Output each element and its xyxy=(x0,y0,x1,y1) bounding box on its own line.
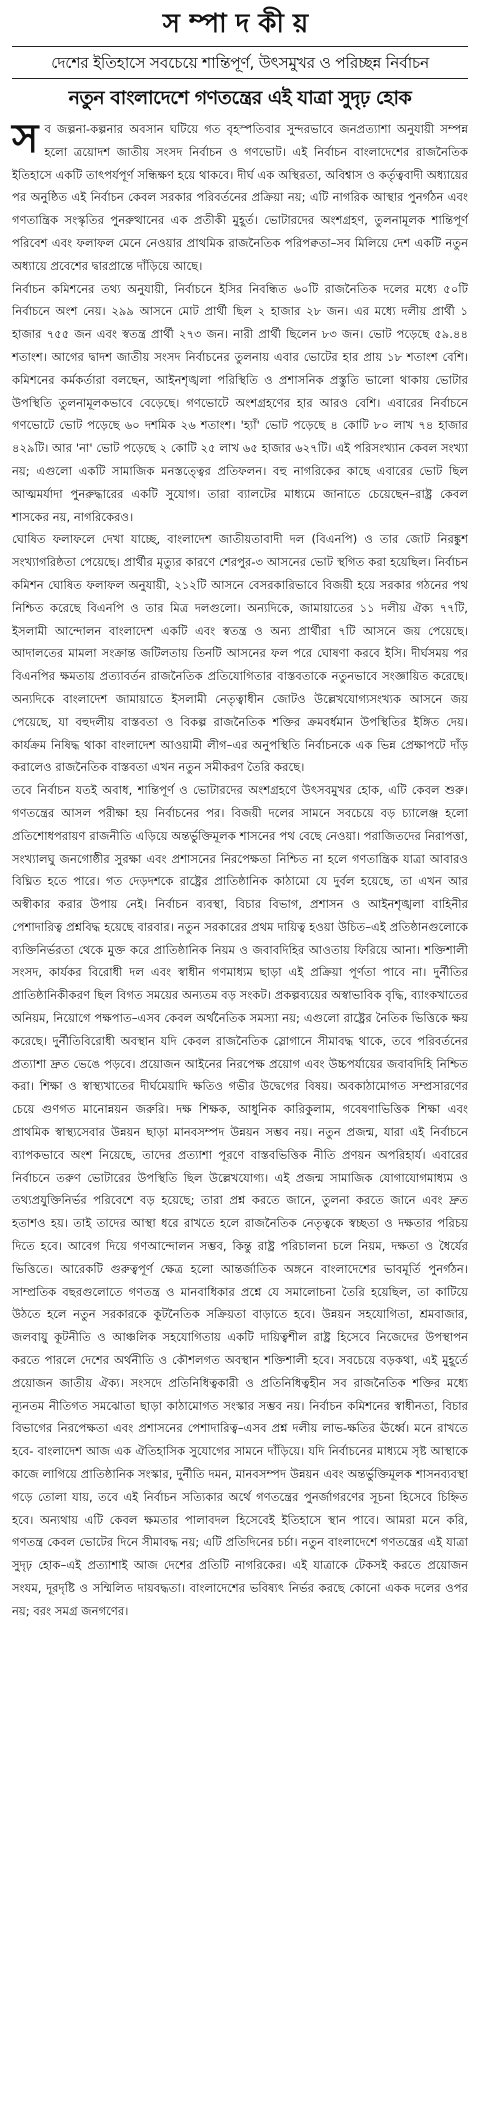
editorial-body xyxy=(12,115,468,1623)
body-paragraph-3: ঘোষিত ফলাফলে দেখা যাচ্ছে, বাংলাদেশ জাতীয়তাবাদী দল (বিএনপি) ও তার জোট নিরঙ্কুশ সংখ্যাগরিষ্ঠতা পেয়েছে। প্রার্থীর মৃত্যুর কারণে শেরপুর-৩ আসনের ভোট স্থগিত করা হয়েছিল। নির্বাচন কমিশন ঘোষিত ফলাফল অনুযায়ী, ২১২টি আসনে বেসরকারিভাবে বিজয়ী হয়ে সরকার গঠনের পথ নিশ্চিত করেছে বিএনপি ও তার মিত্র দলগুলো। অন্যদিকে, জামায়াতের ১১ দলীয় ঐক্য ৭৭টি, ইসলামী আন্দোলন বাংলাদেশ একটি এবং স্বতন্ত্র ও অন্য প্রার্থীরা ৭টি আসনে জয় পেয়েছে। আদালতের মামলা সংক্রান্ত জটিলতায় তিনটি আসনের ফল পরে ঘোষণা করবে ইসি। দীর্ঘসময় পর বিএনপির ক্ষমতায় প্রত্যাবর্তন রাজনৈতিক প্রতিযোগিতার বাস্তবতাকে নতুনভাবে সংজ্ঞায়িত করেছে। অন্যদিকে বাংলাদেশ জামায়াতে ইসলামী নেতৃত্বাধীন জোটও উল্লেখযোগ্যসংখ্যক আসনে জয় পেয়েছে, যা বহুদলীয় বাস্তবতা ও বিকল্প রাজনৈতিক শক্তির ক্রমবর্ধমান উপস্থিতির ইঙ্গিত দেয়। কার্যক্রম নিষিদ্ধ থাকা বাংলাদেশ আওয়ামী লীগ–এর অনুপস্থিতি নির্বাচনকে এক ভিন্ন প্রেক্ষাপটে দাঁড় করালেও রাজনৈতিক বাস্তবতা এখন নতুন সমীকরণ তৈরি করছে। xyxy=(12,532,468,775)
body-paragraph-2: নির্বাচন কমিশনের তথ্য অনুযায়ী, নির্বাচনে ইসির নিবন্ধিত ৬০টি রাজনৈতিক দলের মধ্যে ৫০টি নির্বাচনে অংশ নেয়। ২৯৯ আসনে মোট প্রার্থী ছিল ২ হাজার ২৮ জন। এর মধ্যে দলীয় প্রার্থী ১ হাজার ৭৫৫ জন এবং স্বতন্ত্র প্রার্থী ২৭৩ জন। নারী প্রার্থী ছিলেন ৮৩ জন। ভোট পড়েছে ৫৯.৪৪ শতাংশ। আগের দ্বাদশ জাতীয় সংসদ নির্বাচনের তুলনায় এবার ভোটের হার প্রায় ১৮ শতাংশ বেশি। কমিশনের কর্মকর্তারা বলছেন, আইনশৃঙ্খলা পরিস্থিতি ও প্রশাসনিক প্রস্তুতি ভালো থাকায় ভোটার উপস্থিতি তুলনামূলকভাবে বেড়েছে। গণভোটে অংশগ্রহণের হার আরও বেশি। এবারের নির্বাচনে গণভোটে ভোট পড়েছে ৬০ দশমিক ২৬ শতাংশ। 'হ্যাঁ' ভোট পড়েছে ৪ কোটি ৮০ লাখ ৭৪ হাজার ৪২৯টি। আর 'না' ভোট পড়েছে ২ কোটি ২৫ লাখ ৬৫ হাজার ৬২৭টি। এই পরিসংখ্যান কেবল সংখ্যা নয়; এগুলো একটি সামাজিক মনস্তত্ত্বের প্রতিফলন। বহু নাগরিকের কাছে এবারের ভোট ছিল আত্মমর্যাদা পুনরুদ্ধারের একটি সুযোগ। তারা ব্যালটের মাধ্যমে জানাতে চেয়েছেন–রাষ্ট্র কেবল শাসকের নয়, নাগরিকেরও। xyxy=(12,281,468,524)
drop-cap: স xyxy=(12,115,39,162)
section-heading: সম্পাদকীয় xyxy=(162,9,318,39)
subtitle-divider xyxy=(12,78,468,79)
editorial-subtitle: দেশের ইতিহাসে সবচেয়ে শান্তিপূর্ণ, উৎসমুখর ও পরিচ্ছন্ন নির্বাচন xyxy=(51,54,429,72)
heading-divider xyxy=(12,46,468,47)
paragraph-1-text: ব জল্পনা-কল্পনার অবসান ঘটিয়ে গত বৃহস্পতিবার সুন্দরভাবে জনপ্রত্যাশা অনুযায়ী সম্পন্ন হলো ত্রয়োদশ জাতীয় সংসদ নির্বাচন ও গণভোট। এই নির্বাচন বাংলাদেশের রাজনৈতিক ইতিহাসে একটি তাৎপর্যপূর্ণ সন্ধিক্ষণ হয়ে থাকবে। দীর্ঘ এক অস্থিরতা, অবিশ্বাস ও কর্তৃত্ববাদী অধ্যায়ের পর অনুষ্ঠিত এই নির্বাচন কেবল সরকার পরিবর্তনের প্রক্রিয়া নয়; এটি নাগরিক আস্থার পুনর্গঠন এবং গণতান্ত্রিক সংস্কৃতির পুনরুত্থানের এক প্রতীকী মুহূর্ত। ভোটারদের অংশগ্রহণ, তুলনামূলক শান্তিপূর্ণ পরিবেশ এবং ফলাফল মেনে নেওয়ার প্রাথমিক রাজনৈতিক পরিপক্বতা–সব মিলিয়ে দেশ একটি নতুন অধ্যায়ে প্রবেশের দ্বারপ্রান্তে দাঁড়িয়ে আছে। xyxy=(12,122,468,273)
body-paragraph-1 xyxy=(12,115,468,278)
editorial-headline: নতুন বাংলাদেশে গণতন্ত্রের এই যাত্রা সুদৃঢ় হোক xyxy=(68,87,412,109)
body-paragraph-4: তবে নির্বাচন যতই অবাধ, শান্তিপূর্ণ ও ভোটারদের অংশগ্রহণে উৎসবমুখর হোক, এটি কেবল শুরু। গণতন্ত্রের আসল পরীক্ষা হয় নির্বাচনের পর। বিজয়ী দলের সামনে সবচেয়ে বড় চ্যালেঞ্জ হলো প্রতিশোধপরায়ণ রাজনীতি এড়িয়ে অন্তর্ভুক্তিমূলক শাসনের পথ বেছে নেওয়া। পরাজিতদের নিরাপত্তা, সংখ্যালঘু জনগোষ্ঠীর সুরক্ষা এবং প্রশাসনের নিরপেক্ষতা নিশ্চিত না হলে গণতান্ত্রিক যাত্রা আবারও বিঘ্নিত হতে পারে। গত দেড়দশকে রাষ্ট্রের প্রাতিষ্ঠানিক কাঠামো যে দুর্বল হয়েছে, তা এখন আর অস্বীকার করার উপায় নেই। নির্বাচন ব্যবস্থা, বিচার বিভাগ, প্রশাসন ও আইনশৃঙ্খলা বাহিনীর পেশাদারিত্ব প্রশ্নবিদ্ধ হয়েছে বারবার। নতুন সরকারের প্রথম দায়িত্ব হওয়া উচিত–এই প্রতিষ্ঠানগুলোকে ব্যক্তিনির্ভরতা থেকে মুক্ত করে প্রাতিষ্ঠানিক নিয়ম ও জবাবদিহির আওতায় ফিরিয়ে আনা। শক্তিশালী সংসদ, কার্যকর বিরোধী দল এবং স্বাধীন গণমাধ্যম ছাড়া এই প্রক্রিয়া পূর্ণতা পাবে না। দুর্নীতির প্রাতিষ্ঠানিকীকরণ ছিল বিগত সময়ের অন্যতম বড় সংকট। প্রকল্পব্যয়ের অস্বাভাবিক বৃদ্ধি, ব্যাংকখাতের অনিয়ম, নিয়োগে পক্ষপাত–এসব কেবল অর্থনৈতিক সমস্যা নয়; এগুলো রাষ্ট্রের নৈতিক ভিত্তিকে ক্ষয় করেছে। দুর্নীতিবিরোধী অবস্থান যদি কেবল রাজনৈতিক স্লোগানে সীমাবদ্ধ থাকে, তবে পরিবর্তনের প্রত্যাশা দ্রুত ভেঙে পড়বে। প্রয়োজন আইনের নিরপেক্ষ প্রয়োগ এবং উচ্চপর্যায়ের জবাবদিহি নিশ্চিত করা। শিক্ষা ও স্বাস্থ্যখাতের দীর্ঘমেয়াদি ক্ষতিও গভীর উদ্বেগের বিষয়। অবকাঠামোগত সম্প্রসারণের চেয়ে গুণগত মানোন্নয়ন জরুরি। দক্ষ শিক্ষক, আধুনিক কারিকুলাম, গবেষণাভিত্তিক শিক্ষা এবং প্রাথমিক স্বাস্থ্যসেবার উন্নয়ন ছাড়া মানবসম্পদ উন্নয়ন সম্ভব নয়। নতুন প্রজন্ম, যারা এই নির্বাচনে ব্যাপকভাবে অংশ নিয়েছে, তাদের প্রত্যাশা পূরণে বাস্তবভিত্তিক নীতি প্রণয়ন অপরিহার্য। এবারের নির্বাচনে তরুণ ভোটারের উপস্থিতি ছিল উল্লেখযোগ্য। এই প্রজন্ম সামাজিক যোগাযোগমাধ্যম ও তথ্যপ্রযুক্তিনির্ভর পরিবেশে বড় হয়েছে; তারা প্রশ্ন করতে জানে, তুলনা করতে জানে এবং দ্রুত হতাশও হয়। তাই তাদের আস্থা ধরে রাখতে হলে রাজনৈতিক নেতৃত্বকে স্বচ্ছতা ও দক্ষতার পরিচয় দিতে হবে। আবেগ দিয়ে গণআন্দোলন সম্ভব, কিন্তু রাষ্ট্র পরিচালনা চলে নিয়ম, দক্ষতা ও ধৈর্যের ভিত্তিতে। আরেকটি গুরুত্বপূর্ণ ক্ষেত্র হলো আন্তর্জাতিক অঙ্গনে বাংলাদেশের ভাবমূর্তি পুনর্গঠন। সাম্প্রতিক বছরগুলোতে গণতন্ত্র ও মানবাধিকার প্রশ্নে যে সমালোচনা তৈরি হয়েছিল, তা কাটিয়ে উঠতে হলে নতুন সরকারকে কূটনৈতিক সক্রিয়তা বাড়াতে হবে। উন্নয়ন সহযোগিতা, শ্রমবাজার, জলবায়ু কূটনীতি ও আঞ্চলিক সহযোগিতায় একটি দায়িত্বশীল রাষ্ট্র হিসেবে নিজেদের উপস্থাপন করতে পারলে দেশের অর্থনীতি ও কৌশলগত অবস্থান শক্তিশালী হবে। সবচেয়ে বড়কথা, এই মুহূর্তে প্রয়োজন জাতীয় ঐক্য। সংসদে প্রতিনিধিত্বকারী ও প্রতিনিধিত্বহীন সব রাজনৈতিক শক্তির মধ্যে ন্যূনতম নীতিগত সমঝোতা ছাড়া কাঠামোগত সংস্কার সম্ভব নয়। নির্বাচন কমিশনের স্বাধীনতা, বিচার বিভাগের নিরপেক্ষতা এবং প্রশাসনের পেশাদারিত্ব–এসব প্রশ্ন দলীয় লাভ-ক্ষতির ঊর্ধ্বে। মনে রাখতে হবে- বাংলাদেশ আজ এক ঐতিহাসিক সুযোগের সামনে দাঁড়িয়ে। যদি নির্বাচনের মাধ্যমে সৃষ্ট আস্থাকে কাজে লাগিয়ে প্রাতিষ্ঠানিক সংস্কার, দুর্নীতি দমন, মানবসম্পদ উন্নয়ন এবং অন্তর্ভুক্তিমূলক শাসনব্যবস্থা গড়ে তোলা যায়, তবে এই নির্বাচন সত্যিকার অর্থে গণতন্ত্রের পুনর্জাগরণের সূচনা হিসেবে চিহ্নিত হবে। অন্যথায় এটি কেবল ক্ষমতার পালাবদল হিসেবেই ইতিহাসে স্থান পাবে। আমরা মনে করি, গণতন্ত্র কেবল ভোটের দিনে সীমাবদ্ধ নয়; এটি প্রতিদিনের চর্চা। নতুন বাংলাদেশে গণতন্ত্রের এই যাত্রা সুদৃঢ় হোক–এই প্রত্যাশাই আজ দেশের প্রতিটি নাগরিকের। এই যাত্রাকে টেকসই করতে প্রয়োজন সংযম, দূরদৃষ্টি ও সম্মিলিত দায়বদ্ধতা। বাংলাদেশের ভবিষ্যৎ নির্ভর করছে কোনো একক দলের ওপর নয়; বরং সমগ্র জনগণের। xyxy=(12,783,468,1618)
